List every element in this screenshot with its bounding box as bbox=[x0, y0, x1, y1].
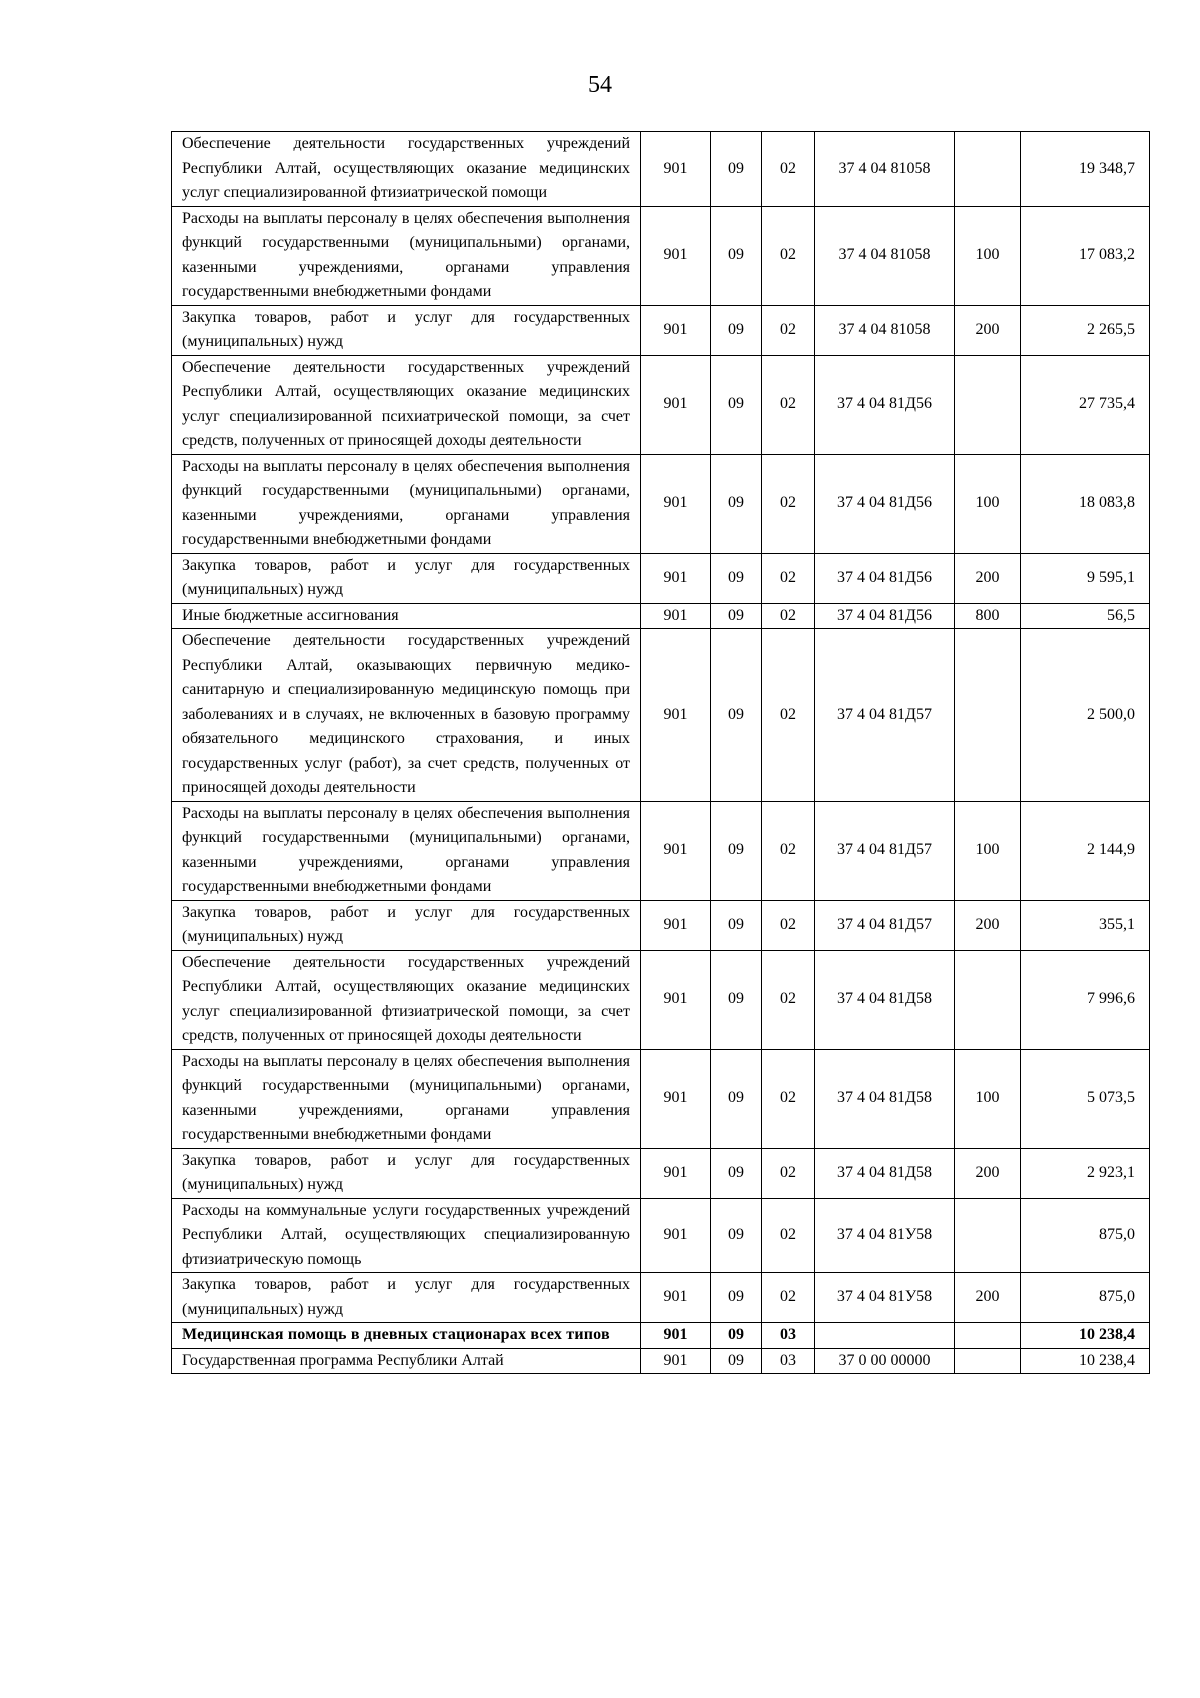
row-section-code: 09 bbox=[711, 1323, 762, 1349]
row-expense-type-code bbox=[955, 629, 1021, 802]
table-row bbox=[172, 206, 1150, 305]
row-target-article-code: 37 4 04 81Д57 bbox=[815, 801, 955, 900]
row-glava-code: 901 bbox=[641, 1348, 711, 1374]
row-target-article-code bbox=[815, 1323, 955, 1349]
table-row bbox=[172, 1273, 1150, 1323]
table-row bbox=[172, 900, 1150, 950]
table-row bbox=[172, 1198, 1150, 1273]
row-target-article-code: 37 4 04 81У58 bbox=[815, 1198, 955, 1273]
row-description: Расходы на выплаты персоналу в целях обеспечения выполнения функций государственными (муниципальными) органами, казенными учреждениями, органами управления государственными внебюджетными фондами bbox=[172, 801, 641, 900]
row-expense-type-code: 100 bbox=[955, 1049, 1021, 1148]
row-description: Обеспечение деятельности государственных учреждений Республики Алтай, осуществляющих оказание медицинских услуг специализированной психиатрической помощи, за счет средств, полученных от приносящей доходы деятельности bbox=[172, 355, 641, 454]
row-glava-code: 901 bbox=[641, 1323, 711, 1349]
row-glava-code: 901 bbox=[641, 801, 711, 900]
row-target-article-code: 37 4 04 81058 bbox=[815, 132, 955, 207]
row-glava-code: 901 bbox=[641, 1049, 711, 1148]
row-section-code: 09 bbox=[711, 1198, 762, 1273]
row-section-code: 09 bbox=[711, 454, 762, 553]
row-glava-code: 901 bbox=[641, 1273, 711, 1323]
row-description: Закупка товаров, работ и услуг для государственных (муниципальных) нужд bbox=[172, 900, 641, 950]
row-amount: 18 083,8 bbox=[1021, 454, 1150, 553]
row-target-article-code: 37 4 04 81Д56 bbox=[815, 553, 955, 603]
row-amount: 56,5 bbox=[1021, 603, 1150, 629]
row-amount: 10 238,4 bbox=[1021, 1348, 1150, 1374]
row-glava-code: 901 bbox=[641, 950, 711, 1049]
row-section-code: 09 bbox=[711, 206, 762, 305]
row-section-code: 09 bbox=[711, 801, 762, 900]
row-description: Иные бюджетные ассигнования bbox=[172, 603, 641, 629]
budget-table-body bbox=[172, 132, 1150, 1374]
row-expense-type-code: 200 bbox=[955, 1148, 1021, 1198]
row-section-code: 09 bbox=[711, 1273, 762, 1323]
table-row bbox=[172, 132, 1150, 207]
row-amount: 2 500,0 bbox=[1021, 629, 1150, 802]
row-amount: 2 923,1 bbox=[1021, 1148, 1150, 1198]
row-subsection-code: 02 bbox=[762, 355, 815, 454]
row-glava-code: 901 bbox=[641, 305, 711, 355]
row-target-article-code: 37 4 04 81Д58 bbox=[815, 950, 955, 1049]
row-subsection-code: 02 bbox=[762, 305, 815, 355]
row-target-article-code: 37 4 04 81058 bbox=[815, 305, 955, 355]
row-section-code: 09 bbox=[711, 132, 762, 207]
row-glava-code: 901 bbox=[641, 1198, 711, 1273]
table-row bbox=[172, 355, 1150, 454]
row-expense-type-code bbox=[955, 950, 1021, 1049]
row-description: Расходы на выплаты персоналу в целях обеспечения выполнения функций государственными (муниципальными) органами, казенными учреждениями, органами управления государственными внебюджетными фондами bbox=[172, 1049, 641, 1148]
table-row bbox=[172, 1049, 1150, 1148]
row-subsection-code: 02 bbox=[762, 206, 815, 305]
row-subsection-code: 02 bbox=[762, 900, 815, 950]
row-amount: 2 265,5 bbox=[1021, 305, 1150, 355]
row-expense-type-code: 800 bbox=[955, 603, 1021, 629]
row-subsection-code: 02 bbox=[762, 454, 815, 553]
row-section-code: 09 bbox=[711, 1049, 762, 1148]
row-glava-code: 901 bbox=[641, 1148, 711, 1198]
table-row bbox=[172, 629, 1150, 802]
row-subsection-code: 02 bbox=[762, 950, 815, 1049]
row-target-article-code: 37 4 04 81Д56 bbox=[815, 603, 955, 629]
row-glava-code: 901 bbox=[641, 132, 711, 207]
row-expense-type-code bbox=[955, 355, 1021, 454]
row-description: Закупка товаров, работ и услуг для государственных (муниципальных) нужд bbox=[172, 1148, 641, 1198]
row-target-article-code: 37 4 04 81Д56 bbox=[815, 355, 955, 454]
row-description: Обеспечение деятельности государственных учреждений Республики Алтай, осуществляющих оказание медицинских услуг специализированной фтизиатрической помощи bbox=[172, 132, 641, 207]
row-subsection-code: 03 bbox=[762, 1348, 815, 1374]
row-section-code: 09 bbox=[711, 900, 762, 950]
table-row bbox=[172, 801, 1150, 900]
row-glava-code: 901 bbox=[641, 454, 711, 553]
row-amount: 9 595,1 bbox=[1021, 553, 1150, 603]
row-amount: 7 996,6 bbox=[1021, 950, 1150, 1049]
budget-table bbox=[171, 131, 1150, 1374]
row-section-code: 09 bbox=[711, 305, 762, 355]
row-target-article-code: 37 4 04 81Д58 bbox=[815, 1148, 955, 1198]
row-expense-type-code: 200 bbox=[955, 1273, 1021, 1323]
row-description: Расходы на коммунальные услуги государственных учреждений Республики Алтай, осуществляющих специализированную фтизиатрическую помощь bbox=[172, 1198, 641, 1273]
row-expense-type-code: 200 bbox=[955, 305, 1021, 355]
row-amount: 5 073,5 bbox=[1021, 1049, 1150, 1148]
row-section-code: 09 bbox=[711, 355, 762, 454]
row-expense-type-code bbox=[955, 1348, 1021, 1374]
table-row bbox=[172, 1323, 1150, 1349]
row-target-article-code: 37 4 04 81058 bbox=[815, 206, 955, 305]
row-subsection-code: 02 bbox=[762, 629, 815, 802]
table-row bbox=[172, 950, 1150, 1049]
table-row bbox=[172, 553, 1150, 603]
row-amount: 875,0 bbox=[1021, 1273, 1150, 1323]
row-target-article-code: 37 0 00 00000 bbox=[815, 1348, 955, 1374]
row-glava-code: 901 bbox=[641, 629, 711, 802]
row-glava-code: 901 bbox=[641, 603, 711, 629]
row-description: Закупка товаров, работ и услуг для государственных (муниципальных) нужд bbox=[172, 1273, 641, 1323]
row-section-code: 09 bbox=[711, 603, 762, 629]
row-glava-code: 901 bbox=[641, 900, 711, 950]
row-description: Государственная программа Республики Алтай bbox=[172, 1348, 641, 1374]
row-description: Расходы на выплаты персоналу в целях обеспечения выполнения функций государственными (муниципальными) органами, казенными учреждениями, органами управления государственными внебюджетными фондами bbox=[172, 206, 641, 305]
row-description: Расходы на выплаты персоналу в целях обеспечения выполнения функций государственными (муниципальными) органами, казенными учреждениями, органами управления государственными внебюджетными фондами bbox=[172, 454, 641, 553]
row-expense-type-code: 200 bbox=[955, 900, 1021, 950]
row-description: Обеспечение деятельности государственных учреждений Республики Алтай, оказывающих первичную медико-санитарную и специализированную медицинскую помощь при заболеваниях и в случаях, не включенных в базовую программу обязательного медицинского страхования, и иных государственных услуг (работ), за счет средств, полученных от приносящей доходы деятельности bbox=[172, 629, 641, 802]
row-amount: 2 144,9 bbox=[1021, 801, 1150, 900]
row-amount: 355,1 bbox=[1021, 900, 1150, 950]
table-row bbox=[172, 1348, 1150, 1374]
row-expense-type-code bbox=[955, 1323, 1021, 1349]
row-description: Медицинская помощь в дневных стационарах всех типов bbox=[172, 1323, 641, 1349]
row-expense-type-code: 100 bbox=[955, 206, 1021, 305]
row-expense-type-code bbox=[955, 132, 1021, 207]
row-section-code: 09 bbox=[711, 553, 762, 603]
table-row bbox=[172, 603, 1150, 629]
row-subsection-code: 03 bbox=[762, 1323, 815, 1349]
row-subsection-code: 02 bbox=[762, 1273, 815, 1323]
row-target-article-code: 37 4 04 81Д56 bbox=[815, 454, 955, 553]
row-target-article-code: 37 4 04 81У58 bbox=[815, 1273, 955, 1323]
table-row bbox=[172, 454, 1150, 553]
row-amount: 17 083,2 bbox=[1021, 206, 1150, 305]
row-section-code: 09 bbox=[711, 1148, 762, 1198]
row-target-article-code: 37 4 04 81Д58 bbox=[815, 1049, 955, 1148]
row-amount: 10 238,4 bbox=[1021, 1323, 1150, 1349]
row-subsection-code: 02 bbox=[762, 553, 815, 603]
page-number: 54 bbox=[588, 72, 612, 98]
row-section-code: 09 bbox=[711, 629, 762, 802]
row-target-article-code: 37 4 04 81Д57 bbox=[815, 900, 955, 950]
row-amount: 19 348,7 bbox=[1021, 132, 1150, 207]
row-subsection-code: 02 bbox=[762, 1148, 815, 1198]
row-description: Закупка товаров, работ и услуг для государственных (муниципальных) нужд bbox=[172, 305, 641, 355]
row-expense-type-code: 100 bbox=[955, 454, 1021, 553]
row-target-article-code: 37 4 04 81Д57 bbox=[815, 629, 955, 802]
table-row bbox=[172, 305, 1150, 355]
row-amount: 875,0 bbox=[1021, 1198, 1150, 1273]
row-glava-code: 901 bbox=[641, 355, 711, 454]
row-expense-type-code: 200 bbox=[955, 553, 1021, 603]
table-row bbox=[172, 1148, 1150, 1198]
row-description: Закупка товаров, работ и услуг для государственных (муниципальных) нужд bbox=[172, 553, 641, 603]
row-subsection-code: 02 bbox=[762, 603, 815, 629]
row-subsection-code: 02 bbox=[762, 132, 815, 207]
row-expense-type-code bbox=[955, 1198, 1021, 1273]
row-expense-type-code: 100 bbox=[955, 801, 1021, 900]
row-subsection-code: 02 bbox=[762, 1049, 815, 1148]
row-subsection-code: 02 bbox=[762, 801, 815, 900]
row-subsection-code: 02 bbox=[762, 1198, 815, 1273]
row-section-code: 09 bbox=[711, 1348, 762, 1374]
row-section-code: 09 bbox=[711, 950, 762, 1049]
row-glava-code: 901 bbox=[641, 206, 711, 305]
row-glava-code: 901 bbox=[641, 553, 711, 603]
row-description: Обеспечение деятельности государственных учреждений Республики Алтай, осуществляющих оказание медицинских услуг специализированной фтизиатрической помощи, за счет средств, полученных от приносящей доходы деятельности bbox=[172, 950, 641, 1049]
row-amount: 27 735,4 bbox=[1021, 355, 1150, 454]
